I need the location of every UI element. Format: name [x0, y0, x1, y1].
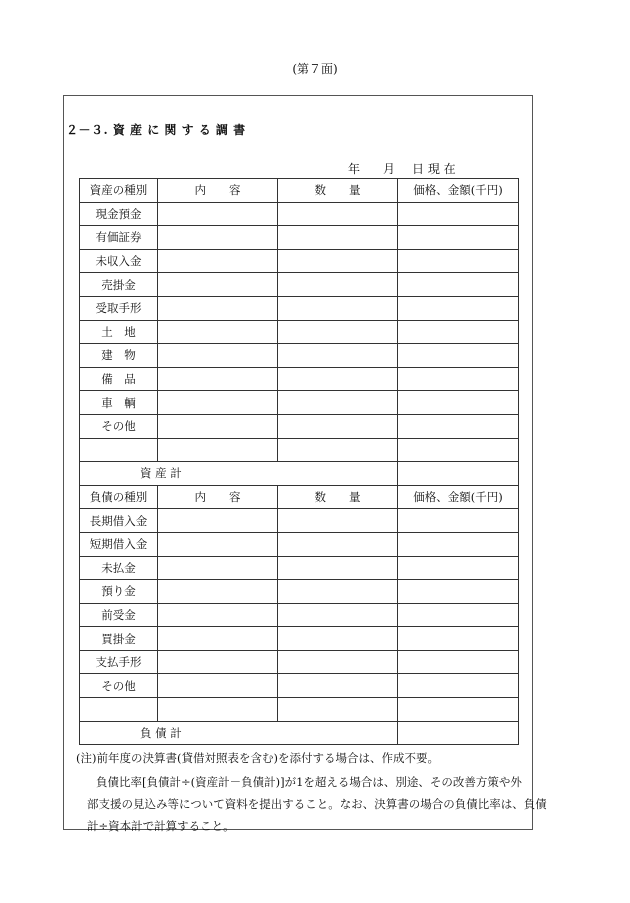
asset-type-cell: 建 物 [80, 344, 158, 368]
liability-entry-cell[interactable] [278, 556, 398, 580]
liability-entry-cell[interactable] [398, 650, 519, 674]
asset-total-label: 資 産 計 [80, 462, 398, 486]
asset-entry-cell[interactable] [158, 320, 278, 344]
column-header: 価格、金額(千円) [398, 485, 519, 509]
liability-entry-cell[interactable] [158, 603, 278, 627]
as-of-year: 年 [348, 162, 361, 176]
asset-entry-cell[interactable] [278, 226, 398, 250]
asset-type-cell: その他 [80, 414, 158, 438]
asset-row [80, 202, 519, 226]
asset-total [80, 462, 519, 486]
column-header: 内 容 [158, 485, 278, 509]
liability-entry-cell[interactable] [398, 603, 519, 627]
asset-entry-cell[interactable] [398, 296, 519, 320]
liability-entry-cell[interactable] [158, 580, 278, 604]
liability-entry-cell[interactable] [278, 580, 398, 604]
liability-row [80, 556, 519, 580]
asset-entry-cell[interactable] [278, 414, 398, 438]
column-header: 内 容 [158, 179, 278, 203]
note-line-3: 部支援の見込み等について資料を提出すること。なお、決算書の場合の負債比率は、負債 [87, 797, 547, 811]
column-header: 負債の種別 [80, 485, 158, 509]
asset-entry-cell[interactable] [398, 273, 519, 297]
asset-row [80, 249, 519, 273]
asset-row [80, 438, 519, 462]
liability-row [80, 627, 519, 651]
liability-total [80, 721, 519, 745]
asset-entry-cell[interactable] [278, 249, 398, 273]
liability-row [80, 650, 519, 674]
column-header: 数 量 [278, 179, 398, 203]
column-header: 価格、金額(千円) [398, 179, 519, 203]
asset-type-cell: 車 輌 [80, 391, 158, 415]
liability-entry-cell[interactable] [398, 532, 519, 556]
asset-entry-cell[interactable] [398, 226, 519, 250]
asset-entry-cell[interactable] [278, 202, 398, 226]
asset-row [80, 226, 519, 250]
asset-type-cell: 土 地 [80, 320, 158, 344]
asset-entry-cell[interactable] [158, 367, 278, 391]
liability-type-cell [80, 698, 158, 722]
liability-entry-cell[interactable] [278, 650, 398, 674]
note-line-1: (注)前年度の決算書(貸借対照表を含む)を添付する場合は、作成不要。 [76, 751, 439, 765]
page-number: (第７面) [292, 62, 338, 76]
liability-entry-cell[interactable] [158, 627, 278, 651]
liability-type-cell: その他 [80, 674, 158, 698]
as-of-day: 日 現 在 [412, 162, 456, 176]
asset-row [80, 414, 519, 438]
asset-type-cell: 備 品 [80, 367, 158, 391]
asset-entry-cell[interactable] [278, 391, 398, 415]
asset-entry-cell[interactable] [158, 249, 278, 273]
asset-type-cell: 未収入金 [80, 249, 158, 273]
asset-entry-cell[interactable] [158, 438, 278, 462]
liability-entry-cell[interactable] [278, 698, 398, 722]
note-line-4: 計÷資本計で計算すること。 [87, 819, 235, 833]
liability-entry-cell[interactable] [158, 674, 278, 698]
liability-type-cell: 前受金 [80, 603, 158, 627]
liability-row [80, 580, 519, 604]
liability-entry-cell[interactable] [398, 556, 519, 580]
asset-row [80, 273, 519, 297]
asset-total-amount-cell[interactable] [398, 462, 519, 486]
liability-entry-cell[interactable] [278, 509, 398, 533]
asset-type-cell: 現金預金 [80, 202, 158, 226]
asset-entry-cell[interactable] [398, 391, 519, 415]
liability-type-cell: 短期借入金 [80, 532, 158, 556]
liability-entry-cell[interactable] [158, 532, 278, 556]
asset-row [80, 296, 519, 320]
asset-liability-table [79, 178, 519, 745]
liability-entry-cell[interactable] [398, 627, 519, 651]
liability-type-cell: 支払手形 [80, 650, 158, 674]
liability-entry-cell[interactable] [398, 509, 519, 533]
liability-type-cell: 未払金 [80, 556, 158, 580]
asset-row [80, 367, 519, 391]
asset-entry-cell[interactable] [398, 202, 519, 226]
asset-entry-cell[interactable] [398, 438, 519, 462]
asset-type-cell [80, 438, 158, 462]
asset-entry-cell[interactable] [398, 320, 519, 344]
liability-entry-cell[interactable] [158, 556, 278, 580]
liability-entry-cell[interactable] [158, 650, 278, 674]
liability-row [80, 532, 519, 556]
liability-header-row [80, 485, 519, 509]
asset-entry-cell[interactable] [278, 273, 398, 297]
liability-entry-cell[interactable] [398, 580, 519, 604]
asset-type-cell: 受取手形 [80, 296, 158, 320]
asset-row [80, 320, 519, 344]
liability-row [80, 603, 519, 627]
column-header: 資産の種別 [80, 179, 158, 203]
asset-entry-cell[interactable] [398, 367, 519, 391]
asset-entry-cell[interactable] [158, 273, 278, 297]
asset-entry-cell[interactable] [278, 320, 398, 344]
liability-entry-cell[interactable] [398, 674, 519, 698]
liability-type-cell: 長期借入金 [80, 509, 158, 533]
liability-entry-cell[interactable] [278, 532, 398, 556]
asset-entry-cell[interactable] [278, 367, 398, 391]
section-title: ２－３. 資 産 に 関 す る 調 書 [66, 123, 246, 137]
liability-entry-cell[interactable] [278, 603, 398, 627]
asset-entry-cell[interactable] [158, 391, 278, 415]
asset-entry-cell[interactable] [278, 344, 398, 368]
liability-type-cell: 買掛金 [80, 627, 158, 651]
asset-entry-cell[interactable] [398, 249, 519, 273]
asset-entry-cell[interactable] [278, 296, 398, 320]
liability-entry-cell[interactable] [158, 698, 278, 722]
asset-row [80, 391, 519, 415]
asset-entry-cell[interactable] [398, 344, 519, 368]
asset-type-cell: 有価証券 [80, 226, 158, 250]
asset-entry-cell[interactable] [158, 226, 278, 250]
asset-entry-cell[interactable] [158, 414, 278, 438]
liability-entry-cell[interactable] [278, 674, 398, 698]
liability-total-amount-cell[interactable] [398, 721, 519, 745]
asset-type-cell: 売掛金 [80, 273, 158, 297]
liability-row [80, 674, 519, 698]
liability-total-label: 負 債 計 [80, 721, 398, 745]
asset-entry-cell[interactable] [398, 414, 519, 438]
asset-entry-cell[interactable] [158, 344, 278, 368]
as-of-month: 月 [383, 162, 396, 176]
liability-entry-cell[interactable] [278, 627, 398, 651]
asset-entry-cell[interactable] [278, 438, 398, 462]
liability-type-cell: 預り金 [80, 580, 158, 604]
column-header: 数 量 [278, 485, 398, 509]
asset-entry-cell[interactable] [158, 202, 278, 226]
asset-entry-cell[interactable] [158, 296, 278, 320]
liability-entry-cell[interactable] [158, 509, 278, 533]
liability-row [80, 509, 519, 533]
asset-header-row [80, 179, 519, 203]
note-line-2: 負債比率[負債計÷(資産計－負債計)]が1を超える場合は、別途、その改善方策や外 [96, 775, 522, 789]
liability-row [80, 698, 519, 722]
liability-entry-cell[interactable] [398, 698, 519, 722]
asset-row [80, 344, 519, 368]
